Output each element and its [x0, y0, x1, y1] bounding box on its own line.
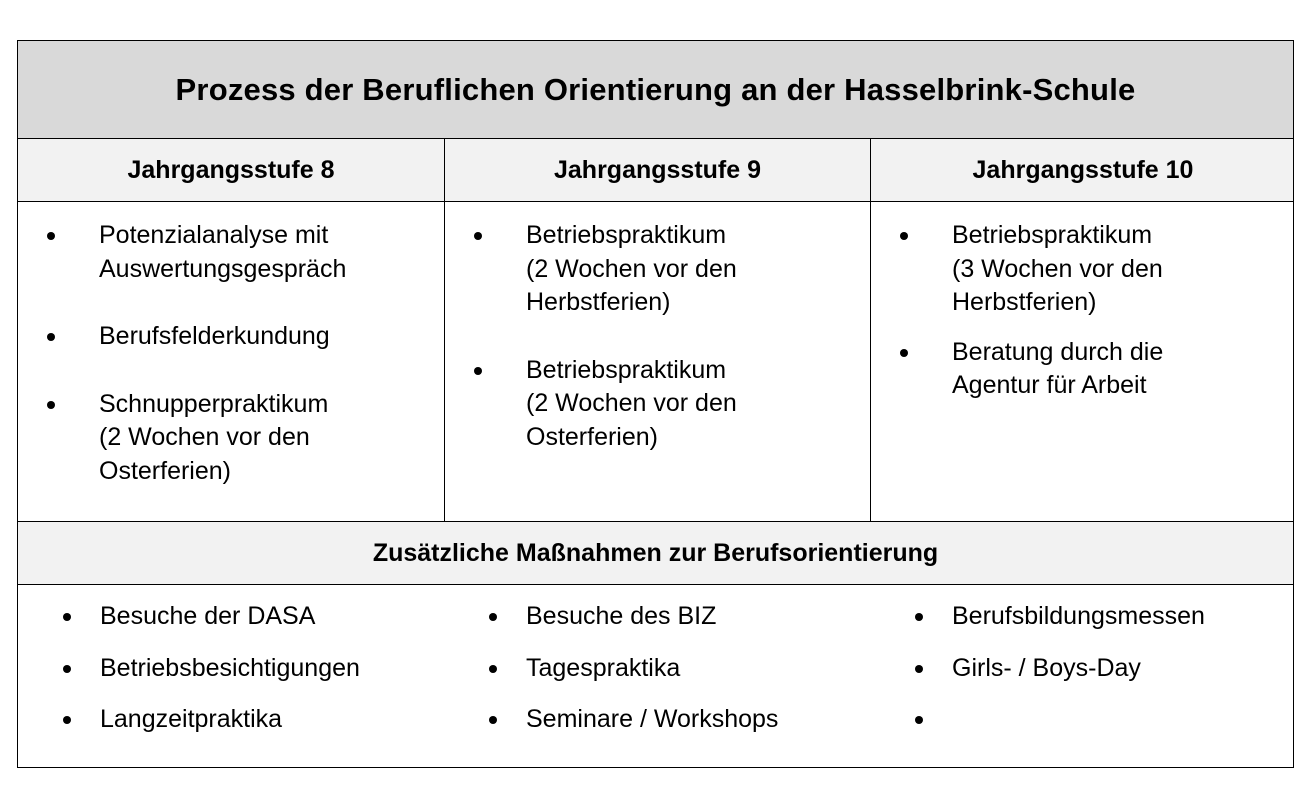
list-item: Seminare / Workshops	[526, 703, 886, 755]
grade-9-list	[526, 219, 856, 488]
additional-title: Zusätzliche Maßnahmen zur Berufsorientierung	[372, 538, 939, 567]
bullet-icon	[915, 613, 923, 621]
bullet-icon	[474, 367, 482, 375]
bullet-icon	[47, 333, 55, 341]
bullet-icon	[489, 665, 497, 673]
bullet-icon	[47, 401, 55, 409]
bullet-icon	[47, 232, 55, 240]
list-item: Berufsbildungsmessen	[952, 600, 1312, 652]
bullet-icon	[63, 665, 71, 673]
grade-header-10: Jahrgangsstufe 10	[870, 139, 1295, 201]
additional-list-2	[526, 600, 886, 755]
list-item: Besuche der DASA	[100, 600, 460, 652]
grade-10-list	[952, 219, 1282, 419]
bullet-icon	[900, 232, 908, 240]
orientation-table	[17, 40, 1294, 768]
list-item: Besuche des BIZ	[526, 600, 886, 652]
list-item: Betriebspraktikum (3 Wochen vor den Herbstferien)	[952, 219, 1282, 320]
grade-8-cell	[18, 202, 444, 521]
table-title-row	[18, 41, 1293, 139]
list-item	[952, 703, 1312, 755]
list-item: Schnupperpraktikum (2 Wochen vor den Osterferien)	[99, 388, 429, 489]
list-item: Langzeitpraktika	[100, 703, 460, 755]
list-item: Betriebspraktikum (2 Wochen vor den Herbstferien)	[526, 219, 856, 320]
list-item: Potenzialanalyse mit Auswertungsgespräch	[99, 219, 429, 286]
bullet-icon	[474, 232, 482, 240]
grade-9-cell	[444, 202, 870, 521]
bullet-icon	[915, 716, 923, 724]
bullet-icon	[915, 665, 923, 673]
grade-header-9: Jahrgangsstufe 9	[444, 139, 870, 201]
additional-header-row	[18, 522, 1293, 585]
list-item: Betriebspraktikum (2 Wochen vor den Osterferien)	[526, 354, 856, 455]
bullet-icon	[63, 716, 71, 724]
list-item: Girls- / Boys-Day	[952, 652, 1312, 704]
grade-10-cell	[870, 202, 1295, 521]
list-item: Betriebsbesichtigungen	[100, 652, 460, 704]
list-item: Beratung durch die Agentur für Arbeit	[952, 336, 1282, 403]
additional-list-3	[952, 600, 1312, 755]
additional-list-1	[100, 600, 460, 755]
grade-8-list	[99, 219, 429, 522]
list-item: Berufsfelderkundung	[99, 320, 429, 354]
bullet-icon	[489, 613, 497, 621]
list-item: Tagespraktika	[526, 652, 886, 704]
bullet-icon	[63, 613, 71, 621]
bullet-icon	[489, 716, 497, 724]
grade-content-row	[18, 202, 1293, 522]
grade-header-row	[18, 139, 1293, 202]
additional-content-row	[18, 585, 1293, 768]
bullet-icon	[900, 349, 908, 357]
table-title: Prozess der Beruflichen Orientierung an der Hasselbrink-Schule	[175, 71, 1136, 107]
grade-header-8: Jahrgangsstufe 8	[127, 155, 335, 184]
